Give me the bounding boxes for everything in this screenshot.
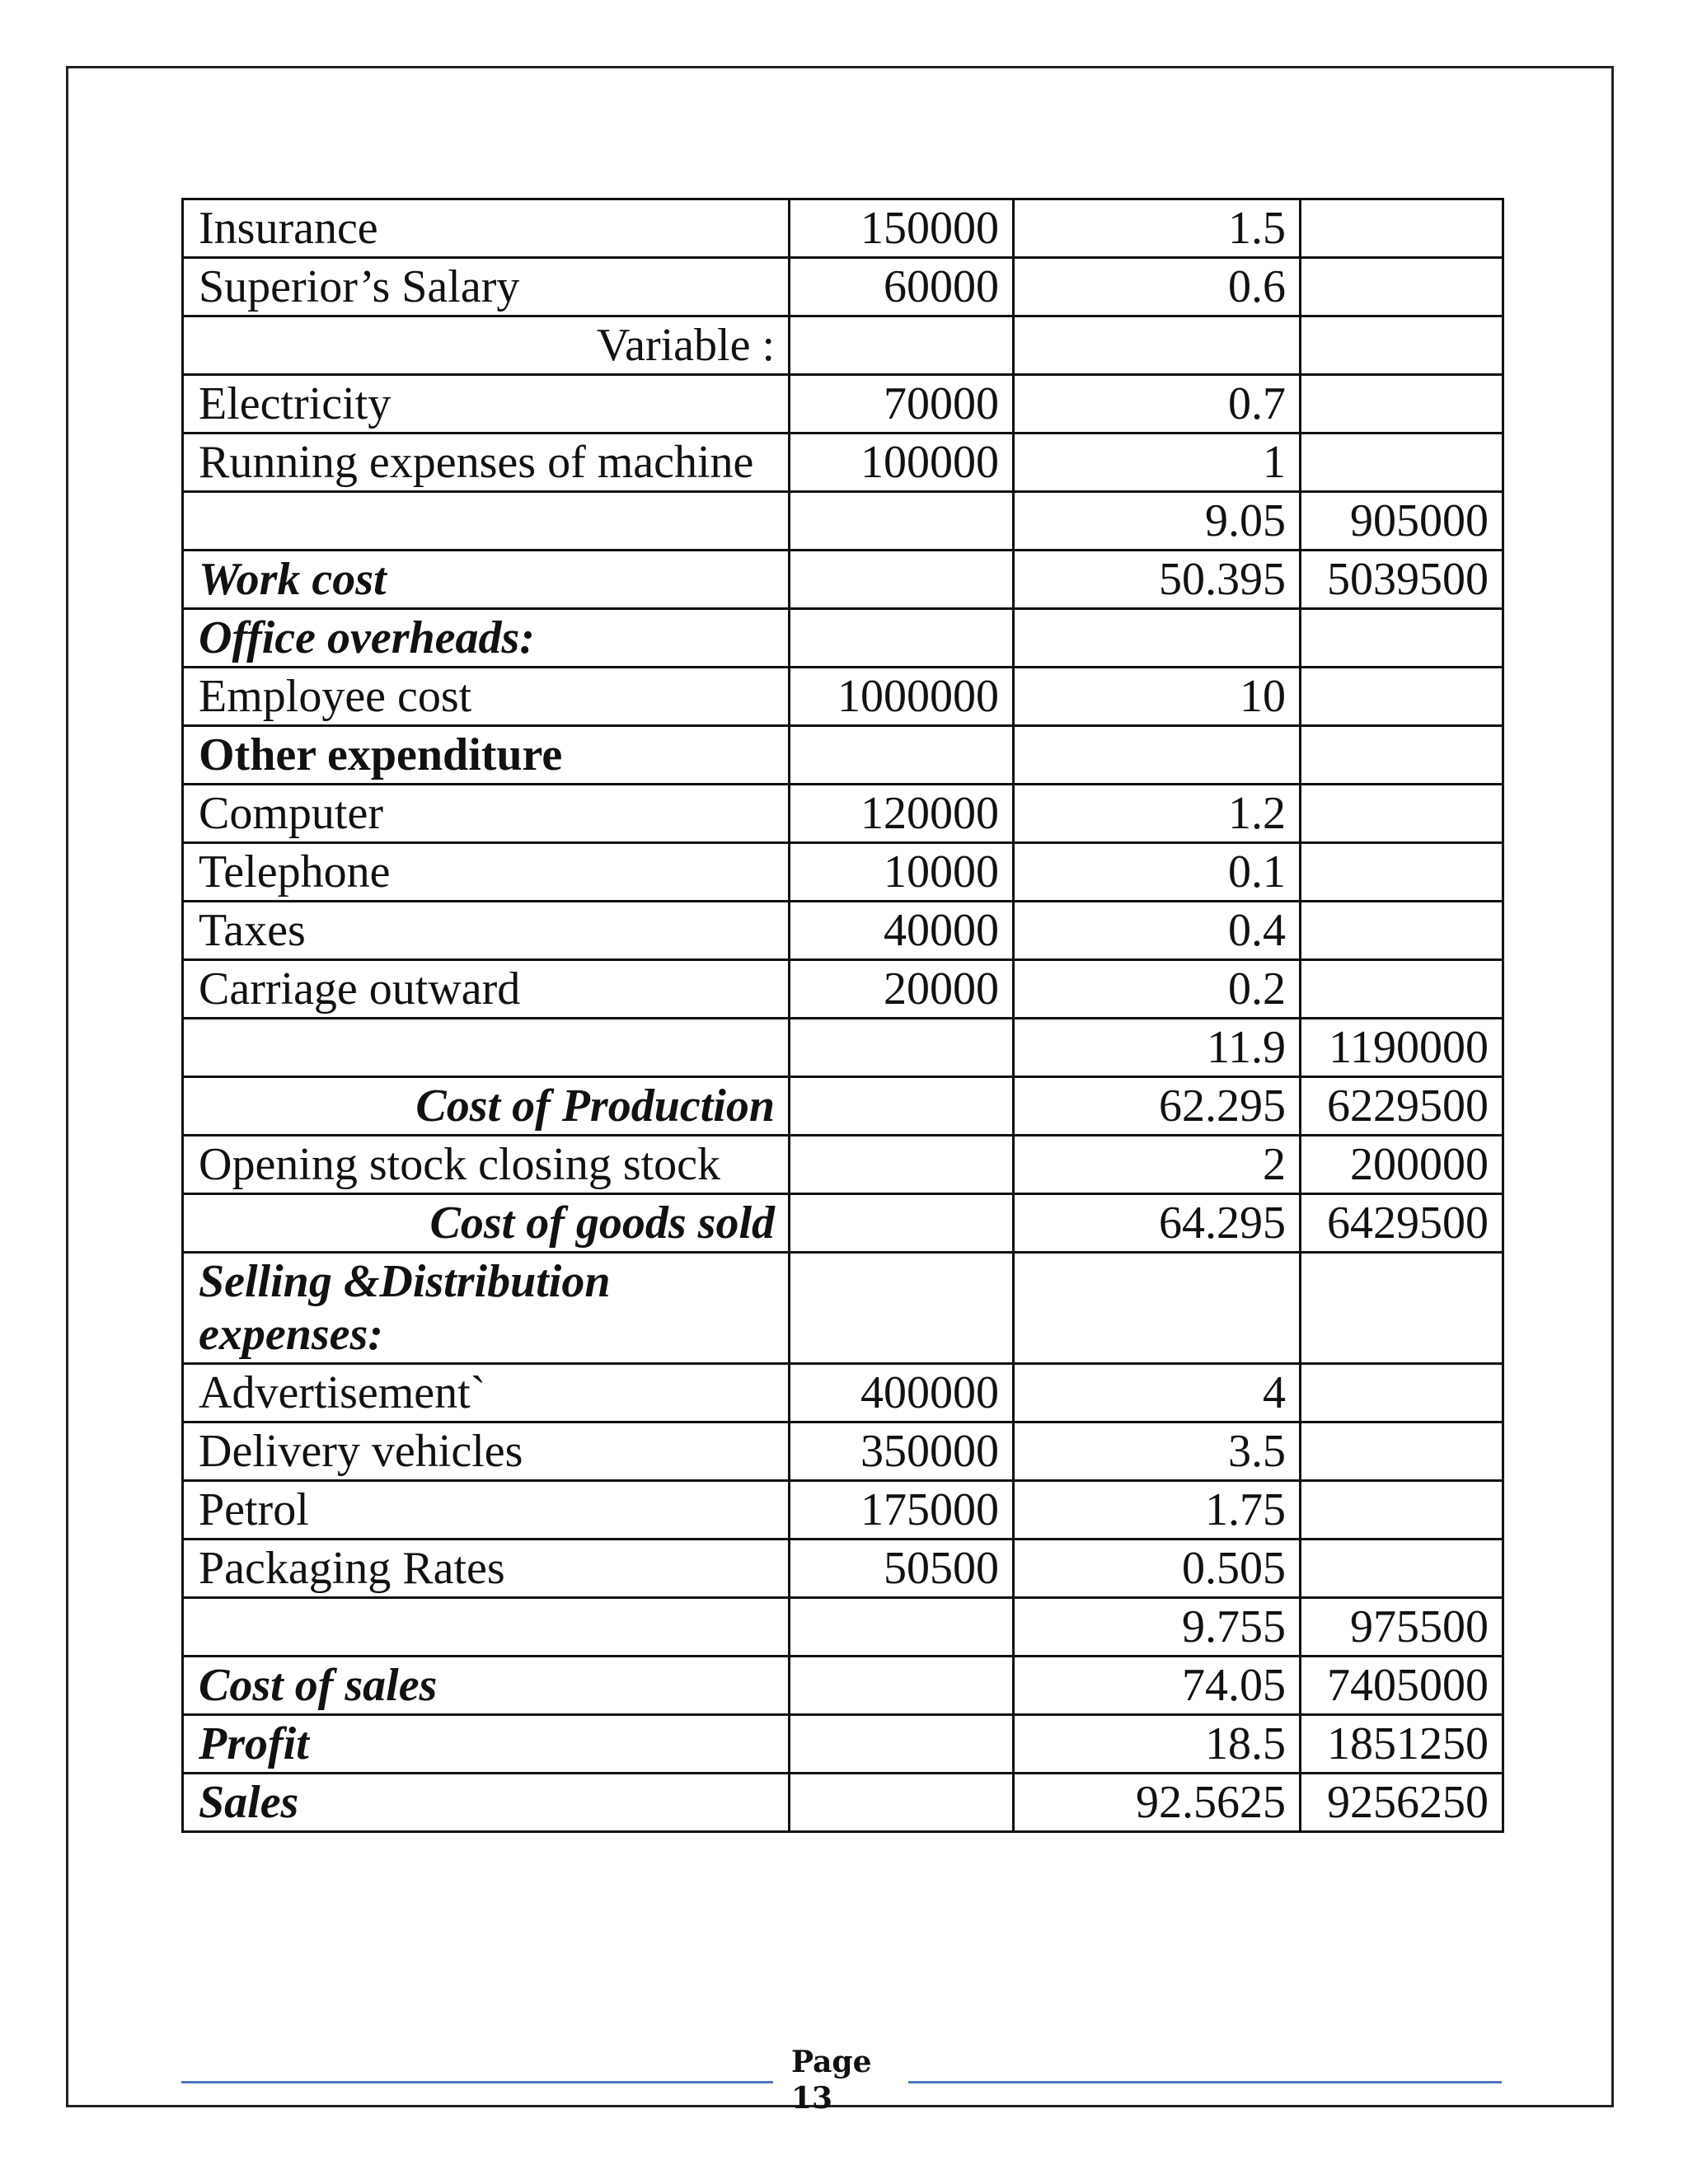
table-row (183, 785, 1503, 843)
row-total (1301, 1481, 1503, 1540)
row-amount (790, 1774, 1014, 1832)
row-per-unit: 0.505 (1014, 1540, 1301, 1598)
row-total (1301, 375, 1503, 434)
row-label: Petrol (183, 1481, 790, 1540)
row-amount: 10000 (790, 843, 1014, 902)
row-amount: 175000 (790, 1481, 1014, 1540)
cost-sheet-table (181, 198, 1504, 1833)
row-per-unit: 0.6 (1014, 258, 1301, 316)
row-label (183, 1598, 790, 1657)
row-total: 905000 (1301, 492, 1503, 551)
row-label: Cost of goods sold (183, 1194, 790, 1253)
table-row (183, 316, 1503, 375)
table-row (183, 668, 1503, 726)
row-amount (790, 1136, 1014, 1194)
table-row (183, 434, 1503, 492)
row-per-unit: 1.5 (1014, 199, 1301, 258)
row-label: Running expenses of machine (183, 434, 790, 492)
row-amount (790, 1019, 1014, 1077)
table-row (183, 1422, 1503, 1481)
row-per-unit: 1 (1014, 434, 1301, 492)
row-amount (790, 1598, 1014, 1657)
row-total: 7405000 (1301, 1657, 1503, 1715)
row-amount (790, 1077, 1014, 1136)
row-amount (790, 609, 1014, 668)
row-amount: 40000 (790, 902, 1014, 960)
table-row (183, 199, 1503, 258)
table-row (183, 1077, 1503, 1136)
row-total (1301, 1422, 1503, 1481)
table-row (183, 960, 1503, 1019)
row-label: Employee cost (183, 668, 790, 726)
row-total (1301, 316, 1503, 375)
row-amount: 60000 (790, 258, 1014, 316)
row-amount (790, 492, 1014, 551)
footer-rule-left (181, 2081, 773, 2083)
row-total (1301, 434, 1503, 492)
table-row (183, 258, 1503, 316)
row-label: Telephone (183, 843, 790, 902)
table-row (183, 1657, 1503, 1715)
row-total: 6429500 (1301, 1194, 1503, 1253)
row-label: Superior’s Salary (183, 258, 790, 316)
page-number: Page 13 (791, 2045, 872, 2116)
row-total (1301, 1364, 1503, 1422)
row-per-unit (1014, 1253, 1301, 1364)
row-label: Other expenditure (183, 726, 790, 785)
row-amount: 120000 (790, 785, 1014, 843)
row-label: Packaging Rates (183, 1540, 790, 1598)
row-label: Advertisement` (183, 1364, 790, 1422)
table-row (183, 1481, 1503, 1540)
table-row (183, 551, 1503, 609)
row-amount (790, 316, 1014, 375)
row-amount: 350000 (790, 1422, 1014, 1481)
row-total: 1851250 (1301, 1715, 1503, 1774)
row-amount: 70000 (790, 375, 1014, 434)
row-total: 200000 (1301, 1136, 1503, 1194)
row-label: Carriage outward (183, 960, 790, 1019)
row-total (1301, 1253, 1503, 1364)
row-per-unit: 74.05 (1014, 1657, 1301, 1715)
row-label: Selling &Distribution expenses: (183, 1253, 790, 1364)
row-label: Profit (183, 1715, 790, 1774)
table-row (183, 1364, 1503, 1422)
row-total (1301, 258, 1503, 316)
row-total (1301, 668, 1503, 726)
row-amount (790, 726, 1014, 785)
row-label: Delivery vehicles (183, 1422, 790, 1481)
row-total: 5039500 (1301, 551, 1503, 609)
row-amount (790, 1253, 1014, 1364)
row-amount: 150000 (790, 199, 1014, 258)
row-amount: 100000 (790, 434, 1014, 492)
row-amount: 50500 (790, 1540, 1014, 1598)
row-amount (790, 1657, 1014, 1715)
table-row (183, 1540, 1503, 1598)
row-amount: 20000 (790, 960, 1014, 1019)
row-label: Sales (183, 1774, 790, 1832)
table-row (183, 1253, 1503, 1364)
row-amount: 400000 (790, 1364, 1014, 1422)
row-label: Cost of Production (183, 1077, 790, 1136)
table-row (183, 726, 1503, 785)
row-label (183, 1019, 790, 1077)
row-per-unit (1014, 726, 1301, 785)
row-total (1301, 1540, 1503, 1598)
row-label: Work cost (183, 551, 790, 609)
row-total (1301, 960, 1503, 1019)
row-per-unit: 1.2 (1014, 785, 1301, 843)
row-amount (790, 1715, 1014, 1774)
row-total: 6229500 (1301, 1077, 1503, 1136)
row-label: Opening stock closing stock (183, 1136, 790, 1194)
row-per-unit: 0.4 (1014, 902, 1301, 960)
row-label (183, 492, 790, 551)
row-amount (790, 551, 1014, 609)
row-label: Office overheads: (183, 609, 790, 668)
row-per-unit: 1.75 (1014, 1481, 1301, 1540)
row-per-unit: 50.395 (1014, 551, 1301, 609)
row-per-unit: 64.295 (1014, 1194, 1301, 1253)
row-label: Variable : (183, 316, 790, 375)
table-row (183, 375, 1503, 434)
row-label: Insurance (183, 199, 790, 258)
row-total (1301, 199, 1503, 258)
table-row (183, 902, 1503, 960)
table-row (183, 609, 1503, 668)
row-per-unit: 9.05 (1014, 492, 1301, 551)
row-total (1301, 843, 1503, 902)
row-label: Electricity (183, 375, 790, 434)
row-per-unit: 3.5 (1014, 1422, 1301, 1481)
table-row (183, 843, 1503, 902)
row-label: Taxes (183, 902, 790, 960)
row-per-unit: 0.7 (1014, 375, 1301, 434)
row-amount: 1000000 (790, 668, 1014, 726)
row-per-unit: 0.2 (1014, 960, 1301, 1019)
table-row (183, 1136, 1503, 1194)
row-total: 1190000 (1301, 1019, 1503, 1077)
row-label: Computer (183, 785, 790, 843)
table-row (183, 1598, 1503, 1657)
row-per-unit: 2 (1014, 1136, 1301, 1194)
row-amount (790, 1194, 1014, 1253)
row-per-unit (1014, 609, 1301, 668)
row-per-unit: 62.295 (1014, 1077, 1301, 1136)
row-total (1301, 726, 1503, 785)
row-label: Cost of sales (183, 1657, 790, 1715)
footer-rule-right (908, 2081, 1502, 2083)
row-per-unit: 9.755 (1014, 1598, 1301, 1657)
table-row (183, 1774, 1503, 1832)
table-row (183, 1715, 1503, 1774)
row-total (1301, 609, 1503, 668)
row-per-unit: 4 (1014, 1364, 1301, 1422)
page-footer (181, 2044, 1502, 2118)
table-row (183, 1019, 1503, 1077)
row-per-unit: 18.5 (1014, 1715, 1301, 1774)
row-per-unit: 0.1 (1014, 843, 1301, 902)
row-total (1301, 785, 1503, 843)
row-per-unit: 92.5625 (1014, 1774, 1301, 1832)
row-per-unit (1014, 316, 1301, 375)
row-total: 9256250 (1301, 1774, 1503, 1832)
row-total: 975500 (1301, 1598, 1503, 1657)
table-row (183, 492, 1503, 551)
row-total (1301, 902, 1503, 960)
row-per-unit: 11.9 (1014, 1019, 1301, 1077)
table-row (183, 1194, 1503, 1253)
row-per-unit: 10 (1014, 668, 1301, 726)
